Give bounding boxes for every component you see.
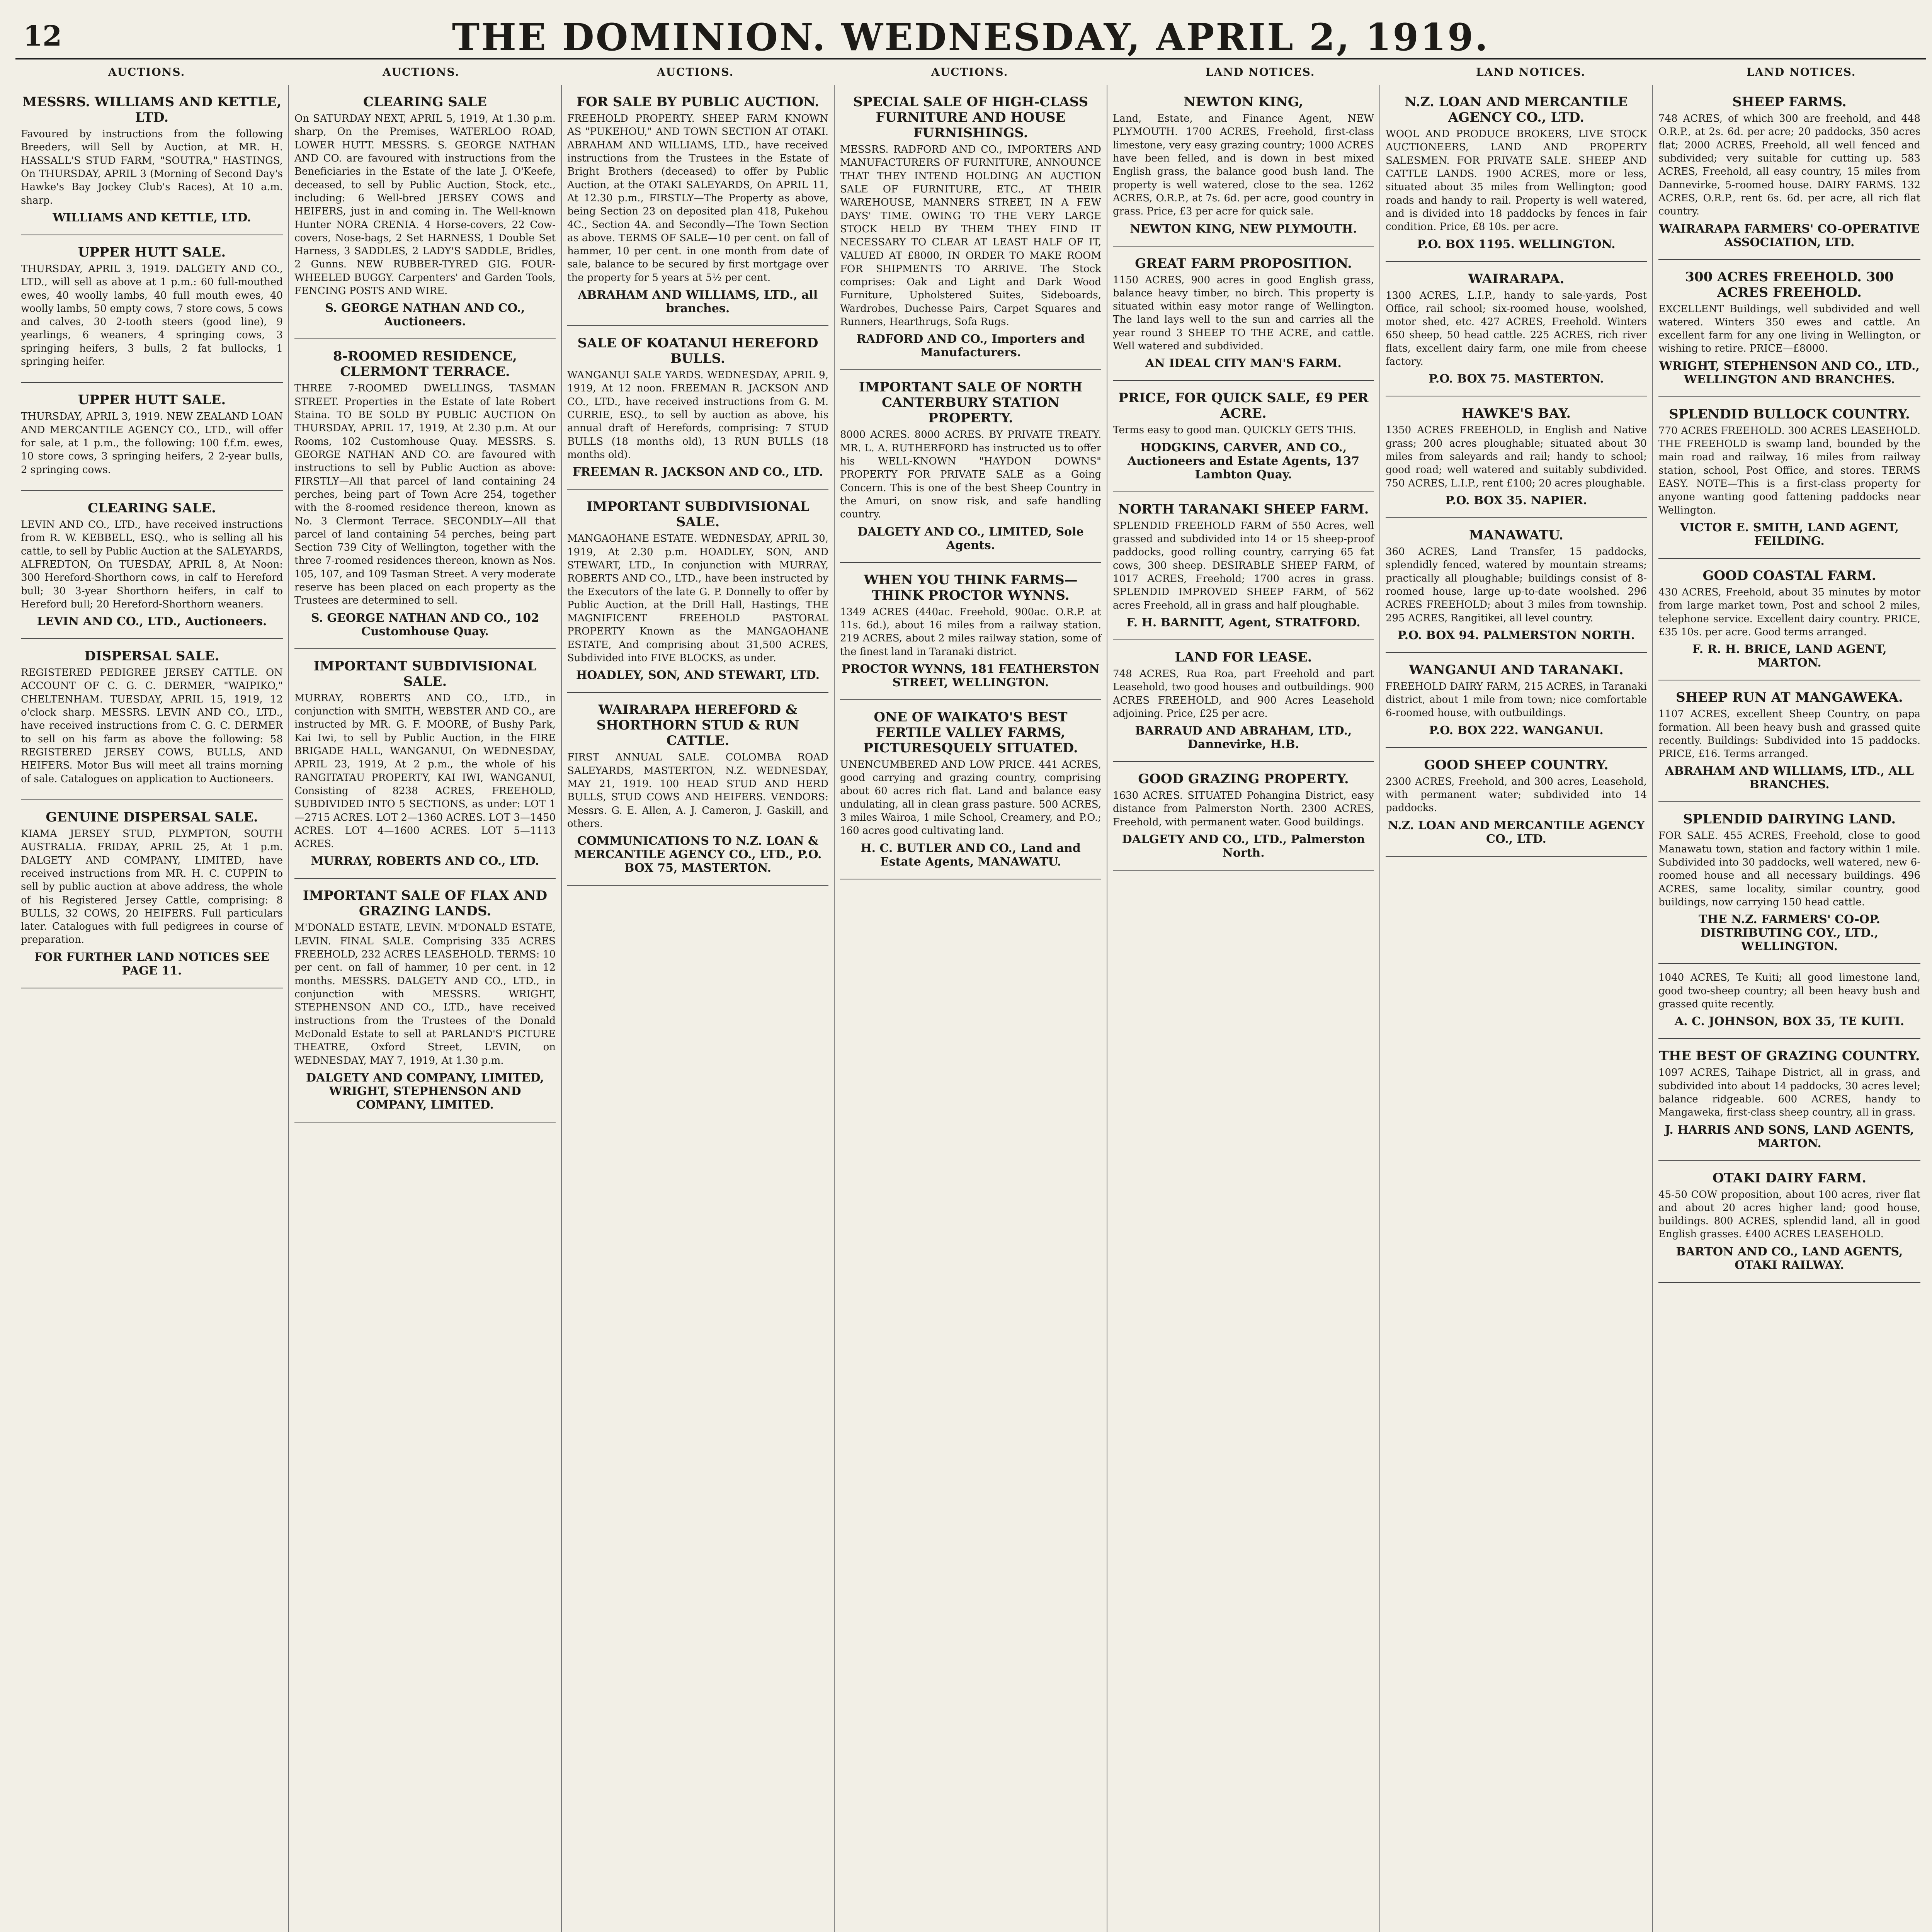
advertisement-body: Land, Estate, and Finance Agent, NEW PLYMOUTH. 1700 ACRES, Freehold, first-class limestone, very easy grazing country; 1000 ACRES have been felled, and is down in best mixed English grass, the balance good bush land. The property is well watered, close to the sea. 1262 ACRES, O.R.P., at 7s. 6d. per acre, good country in grass. Price, £3 per acre for quick sale. xyxy=(1113,113,1374,218)
advertiser-signature: S. GEORGE NATHAN AND CO., Auctioneers. xyxy=(325,301,525,329)
advertiser-signature: WRIGHT, STEPHENSON AND CO., LTD., WELLINGTON AND BRANCHES. xyxy=(1659,359,1920,386)
advertiser-signature: HOADLEY, SON, AND STEWART, LTD. xyxy=(576,668,820,682)
advertisement xyxy=(567,490,828,693)
advertisement-body: MURRAY, ROBERTS AND CO., LTD., in conjunction with SMITH, WEBSTER AND CO., are instructed by MR. G. F. MOORE, of Bushy Park, Kai Iwi, to sell by Public Auction, in the FIRE BRIGADE HALL, WANGANUI, On WEDNESDAY, APRIL 23, 1919, At 2 p.m., the whole of his RANGITATAU PROPERTY, KAI IWI, WANGANUI, Consisting of 8238 ACRES, FREEHOLD, SUBDIVIDED INTO 5 SECTIONS, as under: LOT 1—2715 ACRES. LOT 2—1360 ACRES. LOT 3—1450 ACRES. LOT 4—1600 ACRES. LOT 5—1113 ACRES. xyxy=(294,692,556,850)
advertiser-signature: ABRAHAM AND WILLIAMS, LTD., all branches. xyxy=(578,288,818,316)
advertisement-heading: IMPORTANT SALE OF FLAX AND GRAZING LANDS. xyxy=(303,888,548,919)
section-head-land-3: LAND NOTICES. xyxy=(1747,66,1856,78)
advertisement xyxy=(840,700,1101,879)
section-head-land-2: LAND NOTICES. xyxy=(1476,66,1586,78)
advertiser-signature: N.Z. LOAN AND MERCANTILE AGENCY CO., LTD. xyxy=(1388,818,1645,846)
advertiser-signature: DALGETY AND CO., LTD., Palmerston North. xyxy=(1122,833,1365,860)
advertisement-heading: GREAT FARM PROPOSITION. xyxy=(1135,255,1352,271)
advertisement-heading: CLEARING SALE xyxy=(363,94,487,110)
advertiser-signature: BARTON AND CO., LAND AGENTS, OTAKI RAILWAY. xyxy=(1676,1245,1903,1272)
advertisement-heading: WAIRARAPA. xyxy=(1468,271,1565,287)
advertiser-signature: THE N.Z. FARMERS' CO-OP. DISTRIBUTING COY., LTD., WELLINGTON. xyxy=(1699,913,1880,954)
advertisement-body: 1107 ACRES, excellent Sheep Country, on papa formation. All been heavy bush and grassed quite recently. Buildings: Subdivided into 15 paddocks. PRICE, £16. Terms arranged. xyxy=(1658,708,1920,760)
advertisement-body: MESSRS. RADFORD AND CO., IMPORTERS AND MANUFACTURERS OF FURNITURE, ANNOUNCE THAT THEY INTEND HOLDING AN AUCTION SALE OF FURNITURE, ETC., AT THEIR WAREHOUSE, MANNERS STREET, IN A FEW DAYS' TIME. OWING TO THE VERY LARGE STOCK HELD BY THEM THEY FIND IT NECESSARY TO CLEAR AT LEAST HALF OF IT, VALUED AT £8000, IN ORDER TO MAKE ROOM FOR SHIPMENTS TO ARRIVE. The Stock comprises: Oak and Light and Dark Wood Furniture, Upholstered Suites, Sideboards, Wardrobes, Duchesse Pairs, Carpet Squares and Runners, Hearthrugs, Sofa Rugs. xyxy=(840,144,1101,328)
advertisement-heading: CLEARING SALE. xyxy=(88,500,216,516)
advertisement-body: THREE 7-ROOMED DWELLINGS, TASMAN STREET. Properties in the Estate of late Robert Staina. TO BE SOLD BY PUBLIC AUCTION On THURSDAY, APRIL 17, 1919, At 2.30 p.m. At our Rooms, 102 Customhouse Quay. MESSRS. S. GEORGE NATHAN AND CO. are favoured with instructions to sell by Public Auction as above: FIRSTLY—All that parcel of land containing 24 perches, being part of Town Acre 254, together with the 8-roomed residence thereon, known as No. 3 Clermont Terrace. SECONDLY—All that parcel of land containing 54 perches, being part Section 739 City of Wellington, together with the three 7-roomed residences thereon, known as Nos. 105, 107, and 109 Tasman Street. A very moderate reserve has been placed on each property as the Trustees are determined to sell. xyxy=(294,383,556,607)
advertisement xyxy=(21,639,283,800)
advertisement xyxy=(21,383,283,491)
advertisement xyxy=(21,85,283,235)
advertiser-signature: COMMUNICATIONS TO N.Z. LOAN & MERCANTILE AGENCY CO., LTD., P.O. BOX 75, MASTERTON. xyxy=(574,834,822,875)
advertiser-signature: P.O. BOX 75. MASTERTON. xyxy=(1429,372,1604,386)
advertisement xyxy=(840,563,1101,700)
advertiser-signature: P.O. BOX 35. NAPIER. xyxy=(1445,493,1587,507)
advertisement xyxy=(21,491,283,639)
column-5 xyxy=(1107,85,1379,1932)
advertiser-signature: MURRAY, ROBERTS AND CO., LTD. xyxy=(311,854,539,868)
advertiser-signature: PROCTOR WYNNS, 181 FEATHERSTON STREET, WELLINGTON. xyxy=(842,662,1100,689)
advertisement xyxy=(294,85,556,339)
advertisement-body: KIAMA JERSEY STUD, PLYMPTON, SOUTH AUSTRALIA. FRIDAY, APRIL 25, At 1 p.m. DALGETY AND COMPANY, LIMITED, have received instructions from MR. H. C. CUPPIN to sell by public auction at above address, the whole of his Registered Jersey Cattle, comprising: 8 BULLS, 32 COWS, 20 HEIFERS. Full particulars later. Catalogues with full pedigrees in course of preparation. xyxy=(21,828,283,946)
advertisement xyxy=(567,693,828,886)
advertisement-body: Terms easy to good man. QUICKLY GETS THIS. xyxy=(1113,424,1356,436)
advertisement-body: M'DONALD ESTATE, LEVIN. M'DONALD ESTATE, LEVIN. FINAL SALE. Comprising 335 ACRES FREEHOLD, 232 ACRES LEASEHOLD. TERMS: 10 per cent. on fall of hammer, 10 per cent. in 12 months. MESSRS. DALGETY AND CO., LTD., in conjunction with MESSRS. WRIGHT, STEPHENSON AND CO., LTD., have received instructions from the Trustees of the Donald McDonald Estate to sell at PARLAND'S PICTURE THEATRE, Oxford Street, LEVIN, on WEDNESDAY, MAY 7, 1919, At 1.30 p.m. xyxy=(294,922,556,1066)
advertiser-signature: DALGETY AND COMPANY, LIMITED, WRIGHT, STEPHENSON AND COMPANY, LIMITED. xyxy=(306,1071,544,1112)
advertisement-body: On SATURDAY NEXT, APRIL 5, 1919, At 1.30 p.m. sharp, On the Premises, WATERLOO ROAD, LOWER HUTT. MESSRS. S. GEORGE NATHAN AND CO. are favoured with instructions from the Beneficiaries in the Estate of the late J. O'Keefe, deceased, to sell by Public Auction, Stock, etc., including: 6 Well-bred JERSEY COWS and HEIFERS, just in and coming in. The Well-known Hunter NORA CRENIA. 4 Horse-covers, 22 Cow-covers, Nose-bags, 2 Set HARNESS, 1 Double Set Harness, 3 SADDLES, 2 LADY'S SADDLE, Bridles, 2 Gunns. NEW RUBBER-TYRED GIG. FOUR-WHEELED BUGGY. Carpenters' and Garden Tools, FENCING POSTS AND WIRE. xyxy=(294,113,556,297)
column-6 xyxy=(1379,85,1652,1932)
section-head-auctions-4: AUCTIONS. xyxy=(931,66,1009,78)
advertisement-body: 770 ACRES FREEHOLD. 300 ACRES LEASEHOLD. THE FREEHOLD is swamp land, bounded by the main road and railway, 16 miles from railway station, school, Post Office, and stores. TERMS EASY. NOTE—This is a first-class property for anyone wanting good fattening paddocks near Wellington. xyxy=(1658,425,1920,516)
advertisement-heading: GOOD GRAZING PROPERTY. xyxy=(1138,771,1349,787)
advertiser-signature: RADFORD AND CO., Importers and Manufacturers. xyxy=(856,332,1085,360)
column-1 xyxy=(15,85,288,1932)
advertisement xyxy=(1113,762,1374,871)
advertisement xyxy=(294,339,556,649)
advertisement-heading: THE BEST OF GRAZING COUNTRY. xyxy=(1659,1048,1920,1064)
advertiser-signature: P.O. BOX 1195. WELLINGTON. xyxy=(1417,237,1616,251)
advertisement xyxy=(1386,518,1647,653)
advertisement-body: 748 ACRES, of which 300 are freehold, and 448 O.R.P., at 2s. 6d. per acre; 20 paddocks, 350 acres flat; 2000 ACRES, Freehold, all well fenced and subdivided; very suitable for cutting up. 583 ACRES, Freehold, all easy country, 15 miles from Dannevirke, 5-roomed house. DAIRY FARMS. 132 ACRES, O.R.P., rent 6s. 6d. per acre, all rich flat country. xyxy=(1658,113,1920,218)
advertisement-heading: NORTH TARANAKI SHEEP FARM. xyxy=(1118,501,1369,517)
advertisement xyxy=(1658,559,1920,680)
advertisement-body: FREEHOLD DAIRY FARM, 215 ACRES, in Taranaki district, about 1 mile from town; nice comfortable 6-roomed house, with outbuildings. xyxy=(1386,680,1647,719)
advertiser-signature: AN IDEAL CITY MAN'S FARM. xyxy=(1145,357,1342,371)
advertisement xyxy=(1386,653,1647,748)
advertiser-signature: BARRAUD AND ABRAHAM, LTD., Dannevirke, H.B. xyxy=(1135,724,1352,752)
advertisement xyxy=(21,800,283,988)
advertiser-signature: NEWTON KING, NEW PLYMOUTH. xyxy=(1130,222,1357,236)
advertiser-signature: DALGETY AND CO., LIMITED, Sole Agents. xyxy=(857,525,1084,552)
advertisement xyxy=(1113,492,1374,640)
advertisement-heading: IMPORTANT SALE OF NORTH CANTERBURY STATION PROPERTY. xyxy=(859,379,1083,426)
advertisement-body: LEVIN AND CO., LTD., have received instructions from R. W. KEBBELL, ESQ., who is selling all his cattle, to sell by Public Auction at the SALEYARDS, ALFREDTON, On TUESDAY, APRIL 8, At Noon: 300 Hereford-Shorthorn cows, in calf to Hereford bull; 30 3-year Shorthorn heifers, in calf to Hereford bull; 20 Hereford-Shorthorn weaners. xyxy=(21,519,283,610)
advertisement-body: 2300 ACRES, Freehold, and 300 acres, Leasehold, with permanent water; subdivided into 14 paddocks. xyxy=(1386,776,1647,814)
advertisement xyxy=(1658,397,1920,559)
section-head-auctions-3: AUCTIONS. xyxy=(657,66,734,78)
advertisement xyxy=(1113,85,1374,247)
advertiser-signature: WAIRARAPA FARMERS' CO-OPERATIVE ASSOCIATION, LTD. xyxy=(1659,222,1920,249)
advertisement xyxy=(1113,247,1374,381)
advertisement-body: 45-50 COW proposition, about 100 acres, river flat and about 20 acres higher land; good house, buildings. 800 ACRES, splendid land, all in good English grasses. £400 ACRES LEASEHOLD. xyxy=(1658,1189,1920,1240)
advertisement-heading: OTAKI DAIRY FARM. xyxy=(1712,1170,1867,1186)
advertisement-body: THURSDAY, APRIL 3, 1919. DALGETY AND CO., LTD., will sell as above at 1 p.m.: 60 full-mouthed ewes, 40 woolly lambs, 40 full mouth ewes, 40 woolly lambs, 50 empty cows, 7 store cows, 5 cows and calves, 30 2-tooth steers (good line), 9 yearlings, 6 weaners, 4 springing cows, 3 springing heifers, 3 bulls, 2 fat bullocks, 1 springing heifer. xyxy=(21,263,283,368)
advertisement-heading: ONE OF WAIKATO'S BEST FERTILE VALLEY FARMS, PICTURESQUELY SITUATED. xyxy=(863,709,1078,756)
advertisement-body: 1300 ACRES, L.I.P., handy to sale-yards, Post Office, rail school; six-roomed house, woolshed, motor shed, etc. 427 ACRES, Freehold. Winters 650 sheep, 50 head cattle. 225 ACRES, rich river flats, excellent dairy farm, one mile from cheese factory. xyxy=(1386,289,1647,368)
advertisement xyxy=(1386,85,1647,262)
advertisement-body: 1630 ACRES. SITUATED Pohangina District, easy distance from Palmerston North. 2300 ACRES, Freehold, with permanent water. Good buildings. xyxy=(1113,790,1374,828)
advertiser-signature: A. C. JOHNSON, BOX 35, TE KUITI. xyxy=(1674,1015,1905,1029)
advertisement-body: 1150 ACRES, 900 acres in good English grass, balance heavy timber, no birch. This property is situated within easy motor range of Wellington. The land lays well to the sun and carries all the year round 3 SHEEP TO THE ACRE, and cattle. Well watered and subdivided. xyxy=(1113,274,1374,352)
advertisement-heading: SPLENDID DAIRYING LAND. xyxy=(1683,811,1896,827)
advertiser-signature: VICTOR E. SMITH, LAND AGENT, FEILDING. xyxy=(1680,520,1899,548)
advertiser-signature: P.O. BOX 222. WANGANUI. xyxy=(1429,723,1604,737)
advertisement xyxy=(1658,85,1920,260)
advertisement-heading: GOOD SHEEP COUNTRY. xyxy=(1424,757,1609,773)
advertisement xyxy=(1658,964,1920,1039)
advertisement-heading: LAND FOR LEASE. xyxy=(1175,649,1312,665)
advertisement-heading: SHEEP FARMS. xyxy=(1732,94,1847,110)
section-headings xyxy=(15,66,1926,81)
advertiser-signature: HODGKINS, CARVER, AND CO., Auctioneers and Estate Agents, 137 Lambton Quay. xyxy=(1127,440,1360,481)
advertisement-heading: IMPORTANT SUBDIVISIONAL SALE. xyxy=(313,658,537,689)
advertisement xyxy=(1658,802,1920,964)
advertisement-heading: FOR SALE BY PUBLIC AUCTION. xyxy=(576,94,819,110)
advertisement-heading: WANGANUI AND TARANAKI. xyxy=(1409,662,1624,678)
advertisement-heading: GOOD COASTAL FARM. xyxy=(1702,568,1876,583)
advertisement-heading: MESSRS. WILLIAMS AND KETTLE, LTD. xyxy=(22,94,282,125)
advertisement-body: FIRST ANNUAL SALE. COLOMBA ROAD SALEYARDS, MASTERTON, N.Z. WEDNESDAY, MAY 21, 1919. 100 HEAD STUD AND HERD BULLS, STUD COWS AND HEIFERS. VENDORS: Messrs. G. E. Allen, A. J. Cameron, J. Gaskill, and others. xyxy=(567,752,828,830)
advertisement-body: 1349 ACRES (440ac. Freehold, 900ac. O.R.P. at 11s. 6d.), about 16 miles from a railway station. 219 ACRES, about 2 miles railway station, some of the finest land in Taranaki district. xyxy=(840,606,1101,658)
advertiser-signature: ABRAHAM AND WILLIAMS, LTD., ALL BRANCHES. xyxy=(1665,764,1914,792)
advertisement-body: 360 ACRES, Land Transfer, 15 paddocks, splendidly fenced, watered by mountain streams; practically all ploughable; buildings consist of 8-roomed house, large up-to-date woolshed. 296 ACRES FREEHOLD; about 3 miles from township. 295 ACRES, Rangitikei, all level country. xyxy=(1386,546,1647,624)
advertisement-heading: IMPORTANT SUBDIVISIONAL SALE. xyxy=(586,499,810,530)
advertiser-signature: S. GEORGE NATHAN AND CO., 102 Customhouse Quay. xyxy=(311,611,539,638)
advertisement xyxy=(294,649,556,879)
advertisement-heading: SHEEP RUN AT MANGAWEKA. xyxy=(1676,690,1903,706)
advertisement-heading: WAIRARAPA HEREFORD & SHORTHORN STUD & RUN CATTLE. xyxy=(596,702,799,749)
advertisement xyxy=(1658,260,1920,397)
advertisement-body: 430 ACRES, Freehold, about 35 minutes by motor from large market town, Post and school 2 miles, telephone service. Excellent dairy country. PRICE, £35 10s. per acre. Good terms arranged. xyxy=(1658,586,1920,638)
advertisement-heading: NEWTON KING, xyxy=(1184,94,1303,110)
advertiser-signature: LEVIN AND CO., LTD., Auctioneers. xyxy=(37,615,267,629)
advertiser-signature: H. C. BUTLER AND CO., Land and Estate Agents, MANAWATU. xyxy=(861,841,1081,869)
advertisement-body: UNENCUMBERED AND LOW PRICE. 441 ACRES, good carrying and grazing country, comprising about 60 acres rich flat. Land and balance easy undulating, all in clean grass pasture. 500 ACRES, 3 miles Wairoa, 1 mile School, Creamery, and P.O.; 160 acres good cultivating land. xyxy=(840,759,1101,837)
advertisement-body: SPLENDID FREEHOLD FARM of 550 Acres, well grassed and subdivided into 14 or 15 sheep-proof paddocks, good rolling country, carrying 65 fat cows, 300 sheep. DESIRABLE SHEEP FARM, of 1017 ACRES, Freehold; 1700 acres in grass. SPLENDID IMPROVED SHEEP FARM, of 562 acres Freehold, all in grass and half ploughable. xyxy=(1113,520,1374,611)
advertisement-heading: 300 ACRES FREEHOLD. 300 ACRES FREEHOLD. xyxy=(1685,269,1894,300)
section-head-auctions-1: AUCTIONS. xyxy=(108,66,185,78)
advertisement-body: FOR SALE. 455 ACRES, Freehold, close to good Manawatu town, station and factory within 1 mile. Subdivided into 30 paddocks, well watered, new 6-roomed house and all necessary buildings. 496 ACRES, same locality, similar country, good buildings, now carrying 150 head cattle. xyxy=(1658,830,1920,908)
advertisement-heading: PRICE, FOR QUICK SALE, £9 PER ACRE. xyxy=(1118,390,1369,422)
advertisement-heading: SPLENDID BULLOCK COUNTRY. xyxy=(1669,406,1910,422)
advertisement-body: WANGANUI SALE YARDS. WEDNESDAY, APRIL 9, 1919, At 12 noon. FREEMAN R. JACKSON AND CO., LTD., have received instructions from G. M. CURRIE, ESQ., to sell by auction as above, his annual draft of Herefords, comprising: 7 STUD BULLS (18 months old), 13 RUN BULLS (18 months old). xyxy=(567,369,828,461)
advertisement xyxy=(567,326,828,490)
advertisement xyxy=(840,370,1101,563)
advertisement-heading: UPPER HUTT SALE. xyxy=(78,392,226,408)
advertisement xyxy=(1658,1161,1920,1283)
advertisement-heading: DISPERSAL SALE. xyxy=(84,648,219,664)
advertiser-signature: F. H. BARNITT, Agent, STRATFORD. xyxy=(1126,616,1361,629)
advertisement-body: EXCELLENT Buildings, well subdivided and well watered. Winters 350 ewes and cattle. An excellent farm for any one living in Wellington, or wishing to retire. PRICE—£8000. xyxy=(1658,303,1920,355)
advertisement xyxy=(1113,381,1374,492)
advertiser-signature: FREEMAN R. JACKSON AND CO., LTD. xyxy=(572,465,823,479)
advertisement xyxy=(1386,748,1647,857)
advertisement-body: 8000 ACRES. 8000 ACRES. BY PRIVATE TREATY. MR. L. A. RUTHERFORD has instructed us to offer his WELL-KNOWN "HAYDON DOWNS" PROPERTY FOR PRIVATE SALE as a Going Concern. This is one of the best Sheep Country in the Amuri, on snow risk, and safe handling country. xyxy=(840,429,1101,520)
advertisement-body: 1040 ACRES, Te Kuiti; all good limestone land, good two-sheep country; all been heavy bush and grassed quite recently. xyxy=(1658,972,1920,1010)
advertisement-columns xyxy=(15,85,1926,1932)
advertisement-heading: HAWKE'S BAY. xyxy=(1461,406,1571,422)
advertisement-heading: GENUINE DISPERSAL SALE. xyxy=(46,809,258,825)
advertisement-heading: WHEN YOU THINK FARMS—THINK PROCTOR WYNNS. xyxy=(864,572,1078,603)
column-7 xyxy=(1652,85,1926,1932)
advertisement-body: REGISTERED PEDIGREE JERSEY CATTLE. ON ACCOUNT OF C. G. C. DERMER, "WAIPIKO," CHELTENHAM. TUESDAY, APRIL 15, 1919, 12 o'clock sharp. MESSRS. LEVIN AND CO., LTD., have received instructions from C. G. C. DERMER to sell on his farm as above the following: 58 REGISTERED JERSEY COWS, BULLS, AND HEIFERS. Motor Bus will meet all trains morning of sale. Catalogues on application to Auctioneers. xyxy=(21,667,283,785)
advertisement-body: FREEHOLD PROPERTY. SHEEP FARM KNOWN AS "PUKEHOU," AND TOWN SECTION AT OTAKI. ABRAHAM AND WILLIAMS, LTD., have received instructions from the Trustees in the Estate of Bright Brothers (deceased) to offer by Public Auction, at the OTAKI SALEYARDS, On APRIL 11, At 12.30 p.m., FIRSTLY—The Property as above, being Section 23 on deposited plan 418, Pukehou 4C., Section 4A. and Secondly—The Town Section as above. TERMS OF SALE—10 per cent. on fall of hammer, 10 per cent. in one month from date of sale, balance to be secured by first mortgage over the property for 5 years at 5½ per cent. xyxy=(567,113,828,284)
advertisement xyxy=(840,85,1101,370)
masthead xyxy=(15,12,1926,60)
advertisement xyxy=(1658,1039,1920,1161)
advertisement-body: 1350 ACRES FREEHOLD, in English and Native grass; 200 acres ploughable; situated about 30 miles from saleyards and rail; handy to school; good road; well watered and suitably subdivided. 750 ACRES, L.I.P., rent £100; 20 acres ploughable. xyxy=(1386,424,1647,489)
advertisement-body: MANGAOHANE ESTATE. WEDNESDAY, APRIL 30, 1919, At 2.30 p.m. HOADLEY, SON, AND STEWART, LTD., In conjunction with MURRAY, ROBERTS AND CO., LTD., have been instructed by the Executors of the late G. P. Donnelly to offer by Public Auction, at the Drill Hall, Hastings, THE MAGNIFICENT FREEHOLD PASTORAL PROPERTY Known as the MANGAOHANE ESTATE, And comprising about 31,500 ACRES, Subdivided into FIVE BLOCKS, as under. xyxy=(567,533,828,664)
section-head-land-1: LAND NOTICES. xyxy=(1206,66,1315,78)
advertiser-signature: WILLIAMS AND KETTLE, LTD. xyxy=(53,211,251,224)
advertiser-signature: P.O. BOX 94. PALMERSTON NORTH. xyxy=(1398,628,1635,642)
advertisement-body: Favoured by instructions from the following Breeders, will Sell by Auction, at MR. H. HASSALL'S STUD FARM, "SOUTRA," HASTINGS, On THURSDAY, APRIL 3 (Morning of Second Day's Hawke's Bay Jockey Club's Races), At 10 a.m. sharp. xyxy=(21,128,283,206)
advertisement-heading: MANAWATU. xyxy=(1469,527,1563,543)
advertisement-heading: 8-ROOMED RESIDENCE, CLERMONT TERRACE. xyxy=(333,349,517,380)
advertiser-signature: FOR FURTHER LAND NOTICES SEE PAGE 11. xyxy=(34,950,269,978)
advertisement xyxy=(1386,262,1647,397)
advertiser-signature: F. R. H. BRICE, LAND AGENT, MARTON. xyxy=(1692,643,1887,670)
advertisement xyxy=(567,85,828,326)
advertisement-heading: SPECIAL SALE OF HIGH-CLASS FURNITURE AND HOUSE FURNISHINGS. xyxy=(853,94,1088,141)
advertiser-signature: J. HARRIS AND SONS, LAND AGENTS, MARTON. xyxy=(1665,1123,1914,1150)
advertisement xyxy=(1113,640,1374,762)
section-head-auctions-2: AUCTIONS. xyxy=(383,66,460,78)
column-4 xyxy=(834,85,1107,1932)
column-2 xyxy=(288,85,561,1932)
advertisement xyxy=(1386,396,1647,518)
advertisement xyxy=(294,879,556,1122)
page-number: 12 xyxy=(23,19,62,52)
advertisement-body: 1097 ACRES, Taihape District, all in grass, and subdivided into about 14 paddocks, 30 acres level; balance ridgeable. 600 ACRES, handy to Mangaweka, first-class sheep country, all in grass. xyxy=(1658,1067,1920,1119)
advertisement-heading: UPPER HUTT SALE. xyxy=(78,244,226,260)
advertisement-body: WOOL AND PRODUCE BROKERS, LIVE STOCK AUCTIONEERS, LAND AND PROPERTY SALESMEN. FOR PRIVATE SALE. SHEEP AND CATTLE LANDS. 1900 ACRES, more or less, situated about 35 miles from Wellington; good roads and handy to rail. Property is well watered, and is divided into 18 paddocks by fences in fair condition. Price, £8 10s. per acre. xyxy=(1386,128,1647,233)
advertisement-body: THURSDAY, APRIL 3, 1919. NEW ZEALAND LOAN AND MERCANTILE AGENCY CO., LTD., will offer for sale, at 1 p.m., the following: 100 f.f.m. ewes, 10 store cows, 3 springing heifers, 2 2-year bulls, 2 springing cows. xyxy=(21,411,283,476)
advertisement xyxy=(21,235,283,383)
advertisement-heading: N.Z. LOAN AND MERCANTILE AGENCY CO., LTD. xyxy=(1405,94,1628,125)
column-3 xyxy=(561,85,834,1932)
advertisement-body: 748 ACRES, Rua Roa, part Freehold and part Leasehold, two good houses and outbuildings. 900 ACRES FREEHOLD, and 900 Acres Leasehold adjoining. Price, £25 per acre. xyxy=(1113,668,1374,719)
advertisement xyxy=(1658,680,1920,802)
advertisement-heading: SALE OF KOATANUI HEREFORD BULLS. xyxy=(577,335,818,367)
newspaper-title: THE DOMINION. WEDNESDAY, APRIL 2, 1919. xyxy=(452,15,1490,59)
